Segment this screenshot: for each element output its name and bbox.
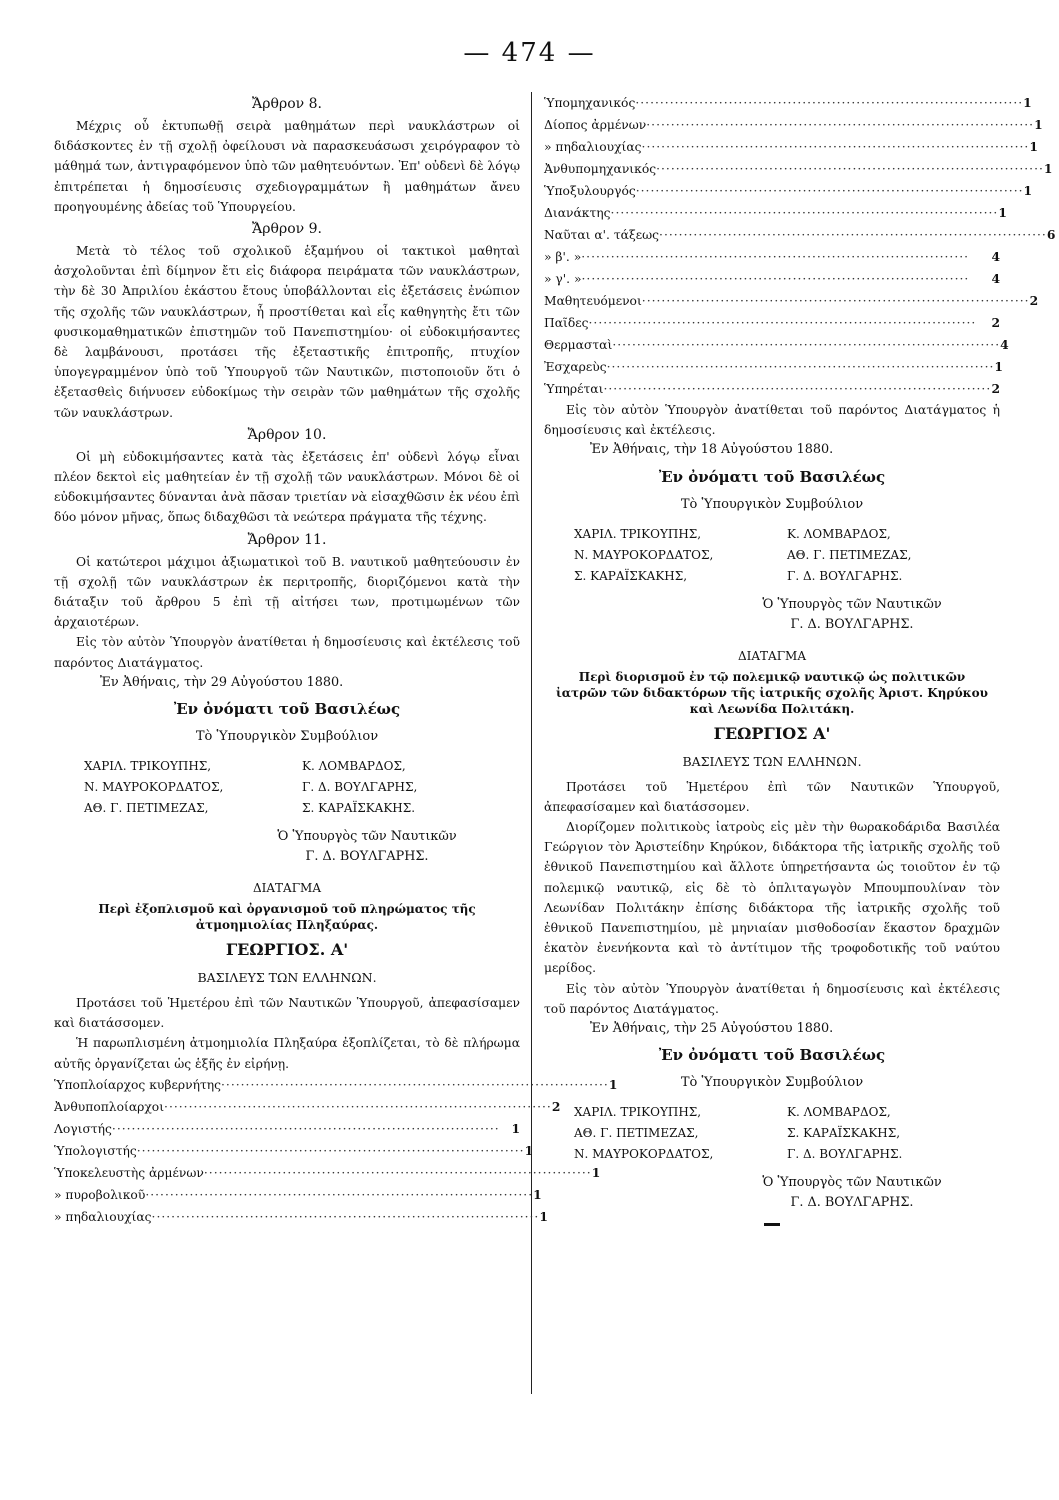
signature: Γ. Δ. ΒΟΥΛΓΑΡΗΣ. [787,1147,903,1162]
royal-formula: Ἐν ὀνόματι τοῦ Βασιλέως [658,1046,886,1065]
crew-count: 1 [994,359,1003,374]
crew-row: Ὑπολογιστής ··············································································· 1 [54,1140,520,1162]
minister-title: Ὁ Ὑπουργὸς τῶν Ναυτικῶν [277,829,457,845]
crew-row: Ὑποκελευστὴς ἀρμένων ··············································································· 1 [54,1162,520,1184]
crew-label: Παῖδες [544,316,589,330]
article-8-title: Ἄρθρον 8. [252,96,322,112]
assignment-clause: Εἰς τὸν αὐτὸν Ὑπουργὸν ἀνατίθεται ἡ δημοσίευσις καὶ ἐκτέλεσις τοῦ παρόντος Διατάγματος. [544,981,1000,1016]
end-rule [764,1223,780,1226]
crew-label: Ὑπολογιστής [54,1143,137,1158]
article-9-text: Μετὰ τὸ τέλος τοῦ σχολικοῦ ἑξαμήνου οἱ τακτικοὶ μαθηταὶ ἀσχολοῦνται ἐπὶ δίμηνον ἔτι εἰς διάφορα πειράματα τῶν ναυκλάστρων, τὴν δὲ 30 Ἀπριλίου ἑκάστου ἔτους ὑποβάλλονται εἰς ἐξετάσεις ἐνώπιον τῆς σχολῆς τῶν ναυκλάστρων, ἧ προστίθεται καὶ εἷς καθηγητὴς ἔτι τῶν φυσικομαθηματικῶν ἐπιστημῶν τοῦ Πανεπιστημίου· οἱ εὐδοκιμήσαντες δὲ λαμβάνουσι, προτάσει τῆς ἐξεταστικῆς ἐπιτροπῆς, πτυχίον ὑπογεγραμμένον ὑπὸ τοῦ Ὑπουργοῦ τῶν Ναυτικῶν, πιστοποιοῦν ὅτι ὁ ἐξετασθεὶς διήνυσεν εὐδοκίμως τὴν σειρὰν τῶν μαθημάτων τῆς σχολῆς τῶν ναυκλάστρων. [54,244,520,420]
crew-row: Ἀνθυπομηχανικός ··············································································· 1 [544,158,1000,180]
proposal-text: Προτάσει τοῦ Ἡμετέρου ἐπὶ τῶν Ναυτικῶν Ὑπουργοῦ, ἀπεφασίσαμεν καὶ διατάσσομεν. [54,996,520,1031]
crew-count: 1 [998,205,1007,220]
crew-label: Ἀνθυπομηχανικός [544,162,657,176]
minister-name: Γ. Δ. ΒΟΥΛΓΑΡΗΣ. [790,616,914,632]
minister-signature [214,827,520,867]
minister-title: Ὁ Ὑπουργὸς τῶν Ναυτικῶν [762,596,942,612]
decree-label: ΔΙΑΤΑΓΜΑ [737,648,807,663]
minister-name: Γ. Δ. ΒΟΥΛΓΑΡΗΣ. [790,1195,914,1211]
crew-count: 1 [533,1186,542,1202]
assignment-clause: Εἰς τὸν αὐτὸν Ὑπουργὸν ἀνατίθεται τοῦ παρόντος Διατάγματος ἡ δημοσίευσις καὶ ἐκτέλεσις. [544,403,1000,438]
crew-row: Θερμασταὶ ··············································································· 4 [544,334,1000,356]
signature: Κ. ΛΟΜΒΑΡΔΟΣ, [302,759,406,774]
signature-grid [84,756,520,819]
signature: Σ. ΚΑΡΑΪΣΚΑΚΗΣ, [787,1126,901,1141]
crew-label: Δίοπος ἀρμένων [544,118,647,132]
crew-label: » πυροβολικοῦ [54,1187,146,1202]
appointment-text: Διορίζομεν πολιτικοὺς ἰατροὺς εἰς μὲν τὴν θωρακοδάριδα Βασιλέα Γεώργιον τὸν Ἀριστείδην Κηρύκον, διδάκτορα τῆς ἰατρικῆς σχολῆς τοῦ ἐθνικοῦ Πανεπιστημίου καὶ ἄλλοτε ὑπηρετήσαντα ὡς τοιοῦτον ἐν τῷ πολεμικῷ ναυτικῷ, εἰς δὲ τὸ ὁπλιταγωγὸν Μπουμπουλίναν τὸν Λεωνίδαν Πολιτάκην ἐπίσης διδάκτορα τῆς ἰατρικῆς σχολῆς τοῦ ἐθνικοῦ Πανεπιστημίου, μὲ μηνιαίαν μισθοδοσίαν ἕκαστον δραχμῶν ἑκατὸν ἐνενήκοντα καὶ τὸ ἀντίτιμον τῆς τροφοδοτικῆς τοῦ ναύτου μερίδος. [544,820,1000,976]
minister-signature [704,1173,1000,1213]
crew-row: Λογιστής ··············································································· 1 [54,1118,520,1140]
crew-list-continued [544,92,1056,400]
article-9-title: Ἄρθρον 9. [252,221,322,238]
signature-grid [574,524,1000,587]
crew-label: » πηδαλιουχίας [54,1209,152,1224]
signature-grid [574,1102,1000,1165]
signature: ΑΘ. Γ. ΠΕΤΙΜΕΖΑΣ, [787,547,912,562]
crew-row: Ὑπομηχανικός ··············································································· 1 [544,92,1000,114]
crew-label: Ὑπομηχανικός [544,96,636,110]
signature: ΑΘ. Γ. ΠΕΤΙΜΕΖΑΣ, [84,801,209,816]
crew-label: » πηδαλιουχίας [544,140,642,154]
article-10-text: Οἱ μὴ εὐδοκιμήσαντες κατὰ τὰς ἐξετάσεις ἐπ' οὐδενὶ λόγῳ εἶναι πλέον δεκτοὶ εἰς μαθητείαν ἐν τῇ σχολῇ τῶν ναυκλάστρων. Μόνοι δὲ οἱ εὐδοκιμήσαντες δύνανται ἀνὰ πᾶσαν τριετίαν νὰ εἰσαχθῶσιν ἐκ νέου ἐπὶ δύο μόνον μῆνας, ὅπως διδαχθῶσι τὰ νεώτερα πράγματα τῆς τέχνης. [54,449,520,525]
crew-row: Ἐσχαρεὺς ··············································································· 1 [544,356,1000,378]
signature: Ν. ΜΑΥΡΟΚΟΡΔΑΤΟΣ, [574,547,714,562]
signature: Σ. ΚΑΡΑΪΣΚΑΚΗΣ, [574,568,688,583]
crew-label: Ὑποκελευστὴς ἀρμένων [54,1165,204,1180]
decree-subject: Περὶ ἐξοπλισμοῦ καὶ ὀργανισμοῦ τοῦ πληρώματος τῆς ἀτμοημιολίας Πληξαύρας. [98,902,476,933]
article-10-title: Ἄρθρον 10. [247,426,327,443]
crew-count: 2 [991,315,1000,330]
crew-count: 1 [539,1208,548,1224]
council-heading: Τὸ Ὑπουργικὸν Συμβούλιον [195,729,379,745]
crew-count: 1 [1023,183,1033,198]
crew-count: 1 [608,1076,618,1092]
crew-count: 1 [1034,117,1043,132]
signature: Σ. ΚΑΡΑΪΣΚΑΚΗΣ. [302,801,416,816]
crew-count: 2 [991,381,1000,396]
crew-count: 6 [1046,227,1056,242]
crew-row: » πυροβολικοῦ ··············································································· 1 [54,1184,520,1206]
crew-label: Ὑποπλοίαρχος κυβερνήτης [54,1077,221,1092]
council-heading: Τὸ Ὑπουργικὸν Συμβούλιον [680,1075,864,1091]
king-heading: ΓΕΩΡΓΙΟΣ. Α' [225,940,349,960]
dateline: Ἐν Ἀθήναις, τὴν 29 Αὐγούστου 1880. [100,674,344,690]
minister-signature [704,595,1000,635]
crew-label: Ὑποξυλουργός [544,184,636,198]
crew-label: Ὑπηρέται [544,382,604,396]
dateline: Ἐν Ἀθήναις, τὴν 25 Αὐγούστου 1880. [590,1021,834,1037]
signature: ΧΑΡΙΛ. ΤΡΙΚΟΥΠΗΣ, [574,1105,702,1120]
crew-count: 4 [991,271,1000,286]
crew-row: Ἀνθυποπλοίαρχοι ··············································································· 2 [54,1096,520,1118]
crew-count: 2 [551,1098,561,1114]
signature: Γ. Δ. ΒΟΥΛΓΑΡΗΣ, [302,780,418,795]
crew-row: » γ'. » ··············································································· 4 [544,268,1000,290]
signature: Κ. ΛΟΜΒΑΡΔΟΣ, [787,526,891,541]
royal-formula: Ἐν ὀνόματι τοῦ Βασιλέως [658,467,886,486]
signature: ΧΑΡΙΛ. ΤΡΙΚΟΥΠΗΣ, [84,759,212,774]
crew-count: 1 [524,1142,534,1158]
intro-text: Ἡ παρωπλισμένη ἀτμοημιολία Πληξαύρα ἐξοπλίζεται, τὸ δὲ πλήρωμα αὐτῆς ὀργανίζεται ὡς ἑξῆς ἐν εἰρήνῃ. [54,1036,520,1071]
crew-label: Ἀνθυποπλοίαρχοι [54,1099,165,1114]
crew-label: » β'. » [544,250,582,264]
crew-count: 4 [991,249,1000,264]
crew-row: Δίοπος ἀρμένων ··············································································· 1 [544,114,1000,136]
signature: ΑΘ. Γ. ΠΕΤΙΜΕΖΑΣ, [574,1126,699,1141]
crew-row: Ὑπηρέται ··············································································· 2 [544,378,1000,400]
crew-row: Ναῦται α'. τάξεως ··············································································· 6 [544,224,1000,246]
crew-row: Μαθητευόμενοι ··············································································· 2 [544,290,1000,312]
crew-label: Θερμασταὶ [544,338,613,352]
crew-row: » β'. » ··············································································· 4 [544,246,1000,268]
minister-name: Γ. Δ. ΒΟΥΛΓΑΡΗΣ. [305,849,429,865]
king-heading: ΓΕΩΡΓΙΟΣ Α' [713,723,831,743]
page-number: — 474 — [463,38,596,68]
article-11-title: Ἄρθρον 11. [247,531,327,548]
decree-label: ΔΙΑΤΑΓΜΑ [252,881,322,896]
king-subheading: ΒΑΣΙΛΕΥΣ ΤΩΝ ΕΛΛΗΝΩΝ. [197,970,377,986]
crew-count: 1 [511,1120,520,1136]
crew-row: Διανάκτης ··············································································· 1 [544,202,1000,224]
crew-row: Ὑποξυλουργός ··············································································· 1 [544,180,1000,202]
signature: Κ. ΛΟΜΒΑΡΔΟΣ, [787,1105,891,1120]
signature: Ν. ΜΑΥΡΟΚΟΡΔΑΤΟΣ, [574,1147,714,1162]
crew-label: Ἐσχαρεὺς [544,360,607,374]
article-11-text: Οἱ κατώτεροι μάχιμοι ἀξιωματικοὶ τοῦ Β. ναυτικοῦ μαθητεύουσιν ἐν τῇ σχολῇ τῶν ναυκλάστρων ἐκ περιτροπῆς, διοριζόμενοι κατὰ τὴν διάταξιν τοῦ ἄρθρου 5 ἐπὶ τῇ αἰτήσει των, προτιμωμένων τῶν ἀρχαιοτέρων. [54,554,520,630]
proposal-text: Προτάσει τοῦ Ἡμετέρου ἐπὶ τῶν Ναυτικῶν Ὑπουργοῦ, ἀπεφασίσαμεν καὶ διατάσσομεν. [544,779,1000,814]
crew-count: 1 [1043,161,1053,176]
crew-label: Ναῦται α'. τάξεως [544,228,660,242]
royal-formula: Ἐν ὀνόματι τοῦ Βασιλέως [173,700,401,719]
crew-count: 1 [1029,139,1038,154]
crew-row: Παῖδες ··············································································· 2 [544,312,1000,334]
crew-count: 4 [1000,337,1009,352]
crew-row: » πηδαλιουχίας ··············································································· 1 [544,136,1000,158]
minister-title: Ὁ Ὑπουργὸς τῶν Ναυτικῶν [762,1175,942,1191]
crew-label: » γ'. » [544,272,582,286]
crew-row: Ὑποπλοίαρχος κυβερνήτης ··············································································· 1 [54,1074,520,1096]
signature: Γ. Δ. ΒΟΥΛΓΑΡΗΣ. [787,568,903,583]
council-heading: Τὸ Ὑπουργικὸν Συμβούλιον [680,496,864,512]
crew-count: 1 [591,1164,601,1180]
decree-subject: Περὶ διορισμοῦ ἐν τῷ πολεμικῷ ναυτικῷ ὡς πολιτικῶν ἰατρῶν τῶν διδακτόρων τῆς ἰατρικῆς σχολῆς Ἀριστ. Κηρύκου καὶ Λεωνίδα Πολιτάκη. [556,669,988,716]
crew-label: Λογιστής [54,1121,112,1136]
right-column [544,92,1056,1226]
crew-label: Διανάκτης [544,206,611,220]
crew-list [54,1074,618,1228]
crew-count: 2 [1029,293,1039,308]
king-subheading: ΒΑΣΙΛΕΥΣ ΤΩΝ ΕΛΛΗΝΩΝ. [682,753,862,769]
crew-label: Μαθητευόμενοι [544,294,642,308]
signature: Ν. ΜΑΥΡΟΚΟΡΔΑΤΟΣ, [84,780,224,795]
article-8-text: Μέχρις οὗ ἐκτυπωθῇ σειρὰ μαθημάτων περὶ ναυκλάστρων οἱ διδάσκοντες ἐν τῇ σχολῇ ὀφείλουσι νὰ παρασκευάσωσι χειρόγραφον τὸ μάθημά των, ἀντιγραφόμενον ὑπὸ τῶν μαθητευόντων. Ἐπ' οὐδενὶ δὲ λόγῳ ἐπιτρέπεται ἡ δημοσίευσις σχεδιογραμμάτων ἢ μαθημάτων ἄνευ προηγουμένης ἀδείας τοῦ Ὑπουργείου. [54,119,520,214]
assignment-clause: Εἰς τὸν αὐτὸν Ὑπουργὸν ἀνατίθεται ἡ δημοσίευσις καὶ ἐκτέλεσις τοῦ παρόντος Διατάγματος. [54,635,520,670]
crew-row: » πηδαλιουχίας ··············································································· 1 [54,1206,520,1228]
crew-count: 1 [1023,95,1032,110]
dateline: Ἐν Ἀθήναις, τὴν 18 Αὐγούστου 1880. [590,442,834,458]
signature: ΧΑΡΙΛ. ΤΡΙΚΟΥΠΗΣ, [574,526,702,541]
